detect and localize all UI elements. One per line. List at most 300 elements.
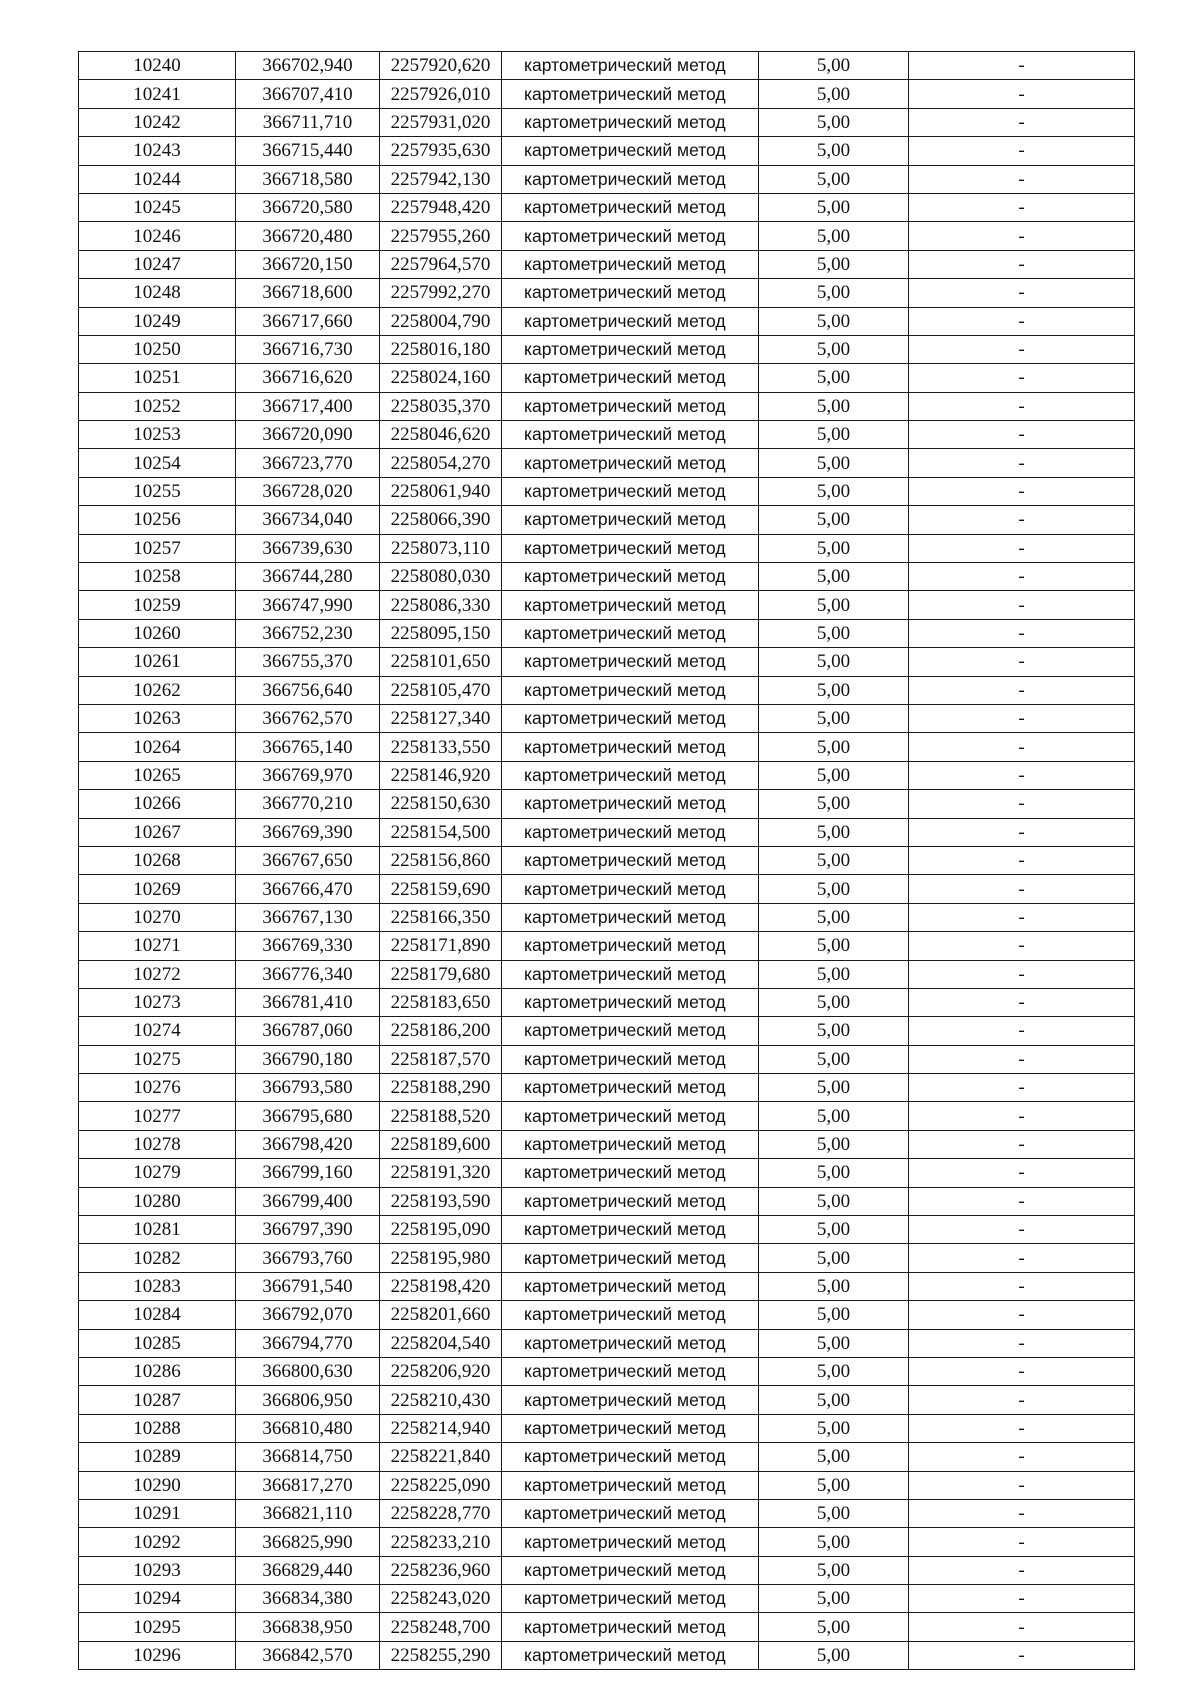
cell-coord-x: 366793,760	[236, 1244, 380, 1272]
table-row	[79, 932, 1135, 960]
cell-point-number: 10276	[79, 1074, 236, 1102]
cell-coord-y: 2258046,620	[380, 421, 502, 449]
cell-note: -	[909, 335, 1135, 363]
cell-coord-x: 366794,770	[236, 1329, 380, 1357]
cell-point-number: 10278	[79, 1130, 236, 1158]
cell-coord-x: 366793,580	[236, 1074, 380, 1102]
table-row	[79, 335, 1135, 363]
table-row	[79, 1130, 1135, 1158]
cell-note: -	[909, 1244, 1135, 1272]
cell-point-number: 10261	[79, 648, 236, 676]
cell-note: -	[909, 1017, 1135, 1045]
table-row	[79, 988, 1135, 1016]
cell-precision: 5,00	[759, 903, 909, 931]
cell-note: -	[909, 1528, 1135, 1556]
cell-note: -	[909, 506, 1135, 534]
cell-note: -	[909, 704, 1135, 732]
cell-coord-x: 366744,280	[236, 563, 380, 591]
cell-method: картометрический метод	[502, 165, 759, 193]
cell-coord-x: 366821,110	[236, 1499, 380, 1527]
cell-coord-x: 366723,770	[236, 449, 380, 477]
cell-coord-y: 2258248,700	[380, 1613, 502, 1641]
cell-coord-y: 2258255,290	[380, 1641, 502, 1669]
cell-point-number: 10290	[79, 1471, 236, 1499]
cell-coord-x: 366770,210	[236, 790, 380, 818]
cell-coord-x: 366718,600	[236, 279, 380, 307]
cell-note: -	[909, 421, 1135, 449]
cell-note: -	[909, 1414, 1135, 1442]
cell-note: -	[909, 1386, 1135, 1414]
cell-coord-x: 366814,750	[236, 1443, 380, 1471]
cell-coord-y: 2258193,590	[380, 1187, 502, 1215]
cell-coord-y: 2258189,600	[380, 1130, 502, 1158]
cell-method: картометрический метод	[502, 960, 759, 988]
cell-precision: 5,00	[759, 335, 909, 363]
table-row	[79, 790, 1135, 818]
cell-method: картометрический метод	[502, 1613, 759, 1641]
cell-coord-y: 2258201,660	[380, 1301, 502, 1329]
cell-point-number: 10250	[79, 335, 236, 363]
cell-precision: 5,00	[759, 1187, 909, 1215]
cell-precision: 5,00	[759, 1414, 909, 1442]
cell-coord-y: 2257992,270	[380, 279, 502, 307]
cell-note: -	[909, 1499, 1135, 1527]
cell-coord-y: 2257926,010	[380, 80, 502, 108]
cell-note: -	[909, 1216, 1135, 1244]
table-row	[79, 676, 1135, 704]
cell-note: -	[909, 846, 1135, 874]
cell-point-number: 10292	[79, 1528, 236, 1556]
cell-note: -	[909, 1329, 1135, 1357]
table-row	[79, 1386, 1135, 1414]
cell-precision: 5,00	[759, 1386, 909, 1414]
cell-point-number: 10277	[79, 1102, 236, 1130]
cell-coord-y: 2258221,840	[380, 1443, 502, 1471]
cell-method: картометрический метод	[502, 648, 759, 676]
cell-coord-x: 366776,340	[236, 960, 380, 988]
cell-note: -	[909, 648, 1135, 676]
cell-note: -	[909, 1613, 1135, 1641]
cell-method: картометрический метод	[502, 1414, 759, 1442]
cell-precision: 5,00	[759, 704, 909, 732]
cell-method: картометрический метод	[502, 1301, 759, 1329]
table-row	[79, 250, 1135, 278]
cell-method: картометрический метод	[502, 1102, 759, 1130]
cell-method: картометрический метод	[502, 704, 759, 732]
cell-point-number: 10270	[79, 903, 236, 931]
cell-method: картометрический метод	[502, 1272, 759, 1300]
cell-note: -	[909, 193, 1135, 221]
cell-method: картометрический метод	[502, 222, 759, 250]
cell-coord-y: 2258095,150	[380, 619, 502, 647]
table-row	[79, 1074, 1135, 1102]
cell-precision: 5,00	[759, 818, 909, 846]
cell-coord-y: 2258171,890	[380, 932, 502, 960]
cell-coord-y: 2258228,770	[380, 1499, 502, 1527]
cell-precision: 5,00	[759, 790, 909, 818]
cell-coord-y: 2258179,680	[380, 960, 502, 988]
cell-precision: 5,00	[759, 591, 909, 619]
cell-point-number: 10275	[79, 1045, 236, 1073]
cell-precision: 5,00	[759, 307, 909, 335]
cell-precision: 5,00	[759, 875, 909, 903]
cell-precision: 5,00	[759, 1102, 909, 1130]
cell-coord-x: 366834,380	[236, 1585, 380, 1613]
cell-coord-y: 2258188,520	[380, 1102, 502, 1130]
cell-method: картометрический метод	[502, 52, 759, 80]
cell-note: -	[909, 1102, 1135, 1130]
cell-coord-x: 366707,410	[236, 80, 380, 108]
cell-method: картометрический метод	[502, 137, 759, 165]
cell-coord-y: 2257955,260	[380, 222, 502, 250]
cell-method: картометрический метод	[502, 761, 759, 789]
table-row	[79, 477, 1135, 505]
table-row	[79, 80, 1135, 108]
cell-method: картометрический метод	[502, 1443, 759, 1471]
cell-method: картометрический метод	[502, 1216, 759, 1244]
cell-method: картометрический метод	[502, 108, 759, 136]
cell-coord-x: 366829,440	[236, 1556, 380, 1584]
cell-coord-y: 2258035,370	[380, 392, 502, 420]
cell-precision: 5,00	[759, 165, 909, 193]
cell-note: -	[909, 364, 1135, 392]
cell-point-number: 10287	[79, 1386, 236, 1414]
cell-coord-x: 366798,420	[236, 1130, 380, 1158]
cell-note: -	[909, 1585, 1135, 1613]
table-row	[79, 222, 1135, 250]
cell-coord-y: 2258195,980	[380, 1244, 502, 1272]
cell-precision: 5,00	[759, 1641, 909, 1669]
cell-method: картометрический метод	[502, 80, 759, 108]
cell-coord-y: 2258066,390	[380, 506, 502, 534]
table-row	[79, 1017, 1135, 1045]
cell-precision: 5,00	[759, 449, 909, 477]
cell-point-number: 10245	[79, 193, 236, 221]
cell-method: картометрический метод	[502, 846, 759, 874]
cell-point-number: 10281	[79, 1216, 236, 1244]
cell-coord-y: 2258183,650	[380, 988, 502, 1016]
cell-point-number: 10286	[79, 1357, 236, 1385]
cell-coord-x: 366806,950	[236, 1386, 380, 1414]
cell-note: -	[909, 392, 1135, 420]
cell-point-number: 10273	[79, 988, 236, 1016]
cell-note: -	[909, 1301, 1135, 1329]
cell-note: -	[909, 1443, 1135, 1471]
cell-point-number: 10262	[79, 676, 236, 704]
cell-method: картометрический метод	[502, 1528, 759, 1556]
cell-coord-y: 2258133,550	[380, 733, 502, 761]
cell-precision: 5,00	[759, 648, 909, 676]
table-row	[79, 1357, 1135, 1385]
cell-note: -	[909, 250, 1135, 278]
cell-point-number: 10283	[79, 1272, 236, 1300]
cell-precision: 5,00	[759, 1613, 909, 1641]
cell-method: картометрический метод	[502, 1641, 759, 1669]
table-row	[79, 1045, 1135, 1073]
table-row	[79, 1244, 1135, 1272]
table-row	[79, 137, 1135, 165]
cell-method: картометрический метод	[502, 1187, 759, 1215]
cell-method: картометрический метод	[502, 449, 759, 477]
cell-method: картометрический метод	[502, 335, 759, 363]
cell-method: картометрический метод	[502, 676, 759, 704]
table-row	[79, 1613, 1135, 1641]
cell-coord-y: 2257948,420	[380, 193, 502, 221]
table-row	[79, 193, 1135, 221]
cell-precision: 5,00	[759, 279, 909, 307]
table-row	[79, 591, 1135, 619]
table-row	[79, 619, 1135, 647]
cell-precision: 5,00	[759, 108, 909, 136]
cell-method: картометрический метод	[502, 1499, 759, 1527]
cell-precision: 5,00	[759, 1329, 909, 1357]
cell-point-number: 10258	[79, 563, 236, 591]
table-row	[79, 52, 1135, 80]
cell-note: -	[909, 1641, 1135, 1669]
cell-point-number: 10255	[79, 477, 236, 505]
cell-method: картометрический метод	[502, 875, 759, 903]
cell-precision: 5,00	[759, 1443, 909, 1471]
cell-note: -	[909, 279, 1135, 307]
cell-coord-y: 2258225,090	[380, 1471, 502, 1499]
cell-coord-x: 366817,270	[236, 1471, 380, 1499]
cell-coord-y: 2258054,270	[380, 449, 502, 477]
cell-coord-y: 2258191,320	[380, 1159, 502, 1187]
cell-point-number: 10293	[79, 1556, 236, 1584]
table-row	[79, 1585, 1135, 1613]
cell-coord-x: 366720,090	[236, 421, 380, 449]
cell-coord-x: 366767,130	[236, 903, 380, 931]
cell-point-number: 10267	[79, 818, 236, 846]
cell-coord-y: 2257931,020	[380, 108, 502, 136]
cell-point-number: 10295	[79, 1613, 236, 1641]
cell-note: -	[909, 960, 1135, 988]
cell-note: -	[909, 790, 1135, 818]
cell-note: -	[909, 80, 1135, 108]
cell-method: картометрический метод	[502, 1329, 759, 1357]
table-row	[79, 846, 1135, 874]
cell-coord-x: 366810,480	[236, 1414, 380, 1442]
cell-coord-x: 366717,660	[236, 307, 380, 335]
cell-coord-x: 366792,070	[236, 1301, 380, 1329]
cell-point-number: 10291	[79, 1499, 236, 1527]
cell-point-number: 10289	[79, 1443, 236, 1471]
cell-note: -	[909, 676, 1135, 704]
cell-coord-x: 366702,940	[236, 52, 380, 80]
cell-precision: 5,00	[759, 52, 909, 80]
cell-method: картометрический метод	[502, 506, 759, 534]
cell-point-number: 10264	[79, 733, 236, 761]
cell-point-number: 10263	[79, 704, 236, 732]
cell-coord-y: 2258086,330	[380, 591, 502, 619]
cell-precision: 5,00	[759, 1244, 909, 1272]
cell-coord-x: 366716,730	[236, 335, 380, 363]
cell-coord-x: 366755,370	[236, 648, 380, 676]
cell-note: -	[909, 1471, 1135, 1499]
cell-point-number: 10256	[79, 506, 236, 534]
cell-note: -	[909, 307, 1135, 335]
cell-note: -	[909, 222, 1135, 250]
cell-coord-y: 2258195,090	[380, 1216, 502, 1244]
cell-coord-y: 2258210,430	[380, 1386, 502, 1414]
coordinates-table	[78, 51, 1135, 1670]
table-row	[79, 761, 1135, 789]
cell-coord-x: 366797,390	[236, 1216, 380, 1244]
cell-note: -	[909, 137, 1135, 165]
table-row	[79, 506, 1135, 534]
cell-coord-y: 2257964,570	[380, 250, 502, 278]
table-row	[79, 449, 1135, 477]
cell-coord-x: 366769,970	[236, 761, 380, 789]
cell-coord-y: 2258154,500	[380, 818, 502, 846]
cell-note: -	[909, 591, 1135, 619]
cell-method: картометрический метод	[502, 988, 759, 1016]
table-row	[79, 165, 1135, 193]
cell-precision: 5,00	[759, 1471, 909, 1499]
cell-coord-y: 2258187,570	[380, 1045, 502, 1073]
cell-coord-y: 2258243,020	[380, 1585, 502, 1613]
cell-precision: 5,00	[759, 761, 909, 789]
cell-method: картометрический метод	[502, 1074, 759, 1102]
cell-coord-y: 2258024,160	[380, 364, 502, 392]
cell-precision: 5,00	[759, 1074, 909, 1102]
cell-note: -	[909, 1556, 1135, 1584]
cell-point-number: 10265	[79, 761, 236, 789]
table-row	[79, 1272, 1135, 1300]
cell-point-number: 10266	[79, 790, 236, 818]
cell-point-number: 10282	[79, 1244, 236, 1272]
cell-coord-x: 366762,570	[236, 704, 380, 732]
cell-method: картометрический метод	[502, 903, 759, 931]
cell-method: картометрический метод	[502, 818, 759, 846]
cell-precision: 5,00	[759, 676, 909, 704]
coordinates-table-body	[79, 52, 1135, 1670]
table-row	[79, 1187, 1135, 1215]
cell-method: картометрический метод	[502, 364, 759, 392]
cell-note: -	[909, 1357, 1135, 1385]
cell-point-number: 10296	[79, 1641, 236, 1669]
cell-method: картометрический метод	[502, 421, 759, 449]
cell-coord-y: 2258186,200	[380, 1017, 502, 1045]
cell-method: картометрический метод	[502, 1159, 759, 1187]
cell-coord-x: 366720,480	[236, 222, 380, 250]
cell-coord-x: 366787,060	[236, 1017, 380, 1045]
cell-coord-y: 2258073,110	[380, 534, 502, 562]
cell-coord-y: 2258146,920	[380, 761, 502, 789]
cell-method: картометрический метод	[502, 193, 759, 221]
cell-point-number: 10252	[79, 392, 236, 420]
cell-note: -	[909, 875, 1135, 903]
cell-note: -	[909, 1074, 1135, 1102]
cell-method: картометрический метод	[502, 1045, 759, 1073]
cell-precision: 5,00	[759, 1556, 909, 1584]
cell-coord-x: 366769,390	[236, 818, 380, 846]
cell-method: картометрический метод	[502, 563, 759, 591]
cell-coord-y: 2258127,340	[380, 704, 502, 732]
cell-method: картометрический метод	[502, 279, 759, 307]
cell-method: картометрический метод	[502, 1556, 759, 1584]
cell-precision: 5,00	[759, 932, 909, 960]
cell-method: картометрический метод	[502, 1357, 759, 1385]
cell-precision: 5,00	[759, 1159, 909, 1187]
cell-coord-x: 366800,630	[236, 1357, 380, 1385]
cell-precision: 5,00	[759, 80, 909, 108]
cell-coord-x: 366790,180	[236, 1045, 380, 1073]
cell-note: -	[909, 534, 1135, 562]
cell-precision: 5,00	[759, 222, 909, 250]
table-row	[79, 1159, 1135, 1187]
cell-point-number: 10288	[79, 1414, 236, 1442]
cell-coord-x: 366720,150	[236, 250, 380, 278]
cell-precision: 5,00	[759, 960, 909, 988]
table-row	[79, 279, 1135, 307]
cell-coord-x: 366769,330	[236, 932, 380, 960]
cell-coord-y: 2258166,350	[380, 903, 502, 931]
cell-note: -	[909, 52, 1135, 80]
cell-note: -	[909, 449, 1135, 477]
cell-coord-y: 2258105,470	[380, 676, 502, 704]
cell-method: картометрический метод	[502, 1244, 759, 1272]
cell-point-number: 10285	[79, 1329, 236, 1357]
cell-precision: 5,00	[759, 506, 909, 534]
cell-point-number: 10240	[79, 52, 236, 80]
cell-coord-x: 366799,160	[236, 1159, 380, 1187]
cell-method: картометрический метод	[502, 1130, 759, 1158]
table-row	[79, 1102, 1135, 1130]
cell-note: -	[909, 932, 1135, 960]
table-row	[79, 534, 1135, 562]
cell-point-number: 10254	[79, 449, 236, 477]
cell-precision: 5,00	[759, 1216, 909, 1244]
table-row	[79, 307, 1135, 335]
cell-precision: 5,00	[759, 1499, 909, 1527]
table-row	[79, 733, 1135, 761]
table-row	[79, 1641, 1135, 1669]
table-row	[79, 1471, 1135, 1499]
cell-note: -	[909, 818, 1135, 846]
cell-coord-y: 2258159,690	[380, 875, 502, 903]
cell-note: -	[909, 761, 1135, 789]
cell-point-number: 10243	[79, 137, 236, 165]
cell-point-number: 10268	[79, 846, 236, 874]
cell-coord-x: 366842,570	[236, 1641, 380, 1669]
cell-point-number: 10244	[79, 165, 236, 193]
cell-coord-x: 366718,580	[236, 165, 380, 193]
cell-note: -	[909, 1159, 1135, 1187]
cell-note: -	[909, 903, 1135, 931]
table-row	[79, 421, 1135, 449]
table-row	[79, 1414, 1135, 1442]
cell-precision: 5,00	[759, 477, 909, 505]
cell-coord-x: 366720,580	[236, 193, 380, 221]
cell-precision: 5,00	[759, 1130, 909, 1158]
cell-point-number: 10257	[79, 534, 236, 562]
cell-precision: 5,00	[759, 1045, 909, 1073]
cell-precision: 5,00	[759, 563, 909, 591]
cell-note: -	[909, 1272, 1135, 1300]
cell-coord-x: 366717,400	[236, 392, 380, 420]
table-row	[79, 1443, 1135, 1471]
cell-method: картометрический метод	[502, 591, 759, 619]
document-page	[78, 51, 1135, 1670]
cell-precision: 5,00	[759, 392, 909, 420]
cell-coord-y: 2258016,180	[380, 335, 502, 363]
cell-coord-y: 2258236,960	[380, 1556, 502, 1584]
cell-coord-y: 2257920,620	[380, 52, 502, 80]
table-row	[79, 364, 1135, 392]
cell-coord-y: 2258214,940	[380, 1414, 502, 1442]
cell-precision: 5,00	[759, 1017, 909, 1045]
